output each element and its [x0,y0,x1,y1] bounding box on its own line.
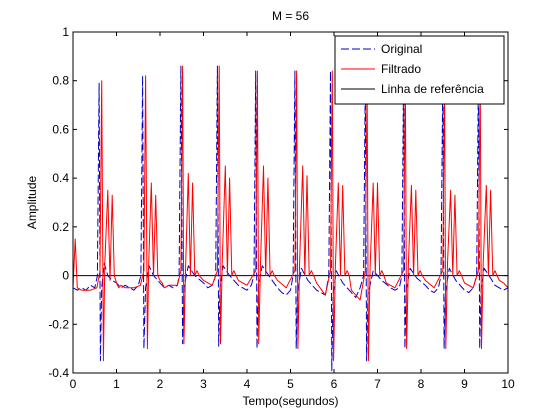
y-tick-label: -0.4 [48,366,69,380]
x-tick-label: 5 [287,377,294,391]
y-tick-label: -0.2 [48,317,69,332]
y-tick-label: 1 [62,25,69,39]
chart-title: M = 56 [271,9,310,23]
y-tick-label: 0.2 [52,219,69,234]
x-tick-label: 9 [461,377,468,391]
legend [335,36,504,104]
x-tick-label: 10 [501,377,515,391]
x-tick-label: 2 [156,377,164,391]
y-axis-label: Amplitude [25,175,39,230]
legend-label: Original [381,42,423,56]
y-tick-label: 0.8 [52,73,69,88]
legend-label: Linha de referência [381,82,484,96]
legend-label: Filtrado [381,62,422,76]
x-tick-label: 7 [374,377,381,391]
x-tick-label: 4 [243,377,251,391]
x-tick-label: 1 [113,377,120,391]
x-tick-label: 3 [200,377,207,391]
y-tick-label: 0 [62,268,69,283]
y-tick-label: 0.6 [52,122,69,137]
x-tick-label: 8 [417,377,425,391]
y-tick-label: 0.4 [52,171,69,186]
x-tick-label: 6 [330,377,338,391]
x-tick-label: 0 [69,377,77,391]
x-axis-label: Tempo(segundos) [242,394,339,408]
